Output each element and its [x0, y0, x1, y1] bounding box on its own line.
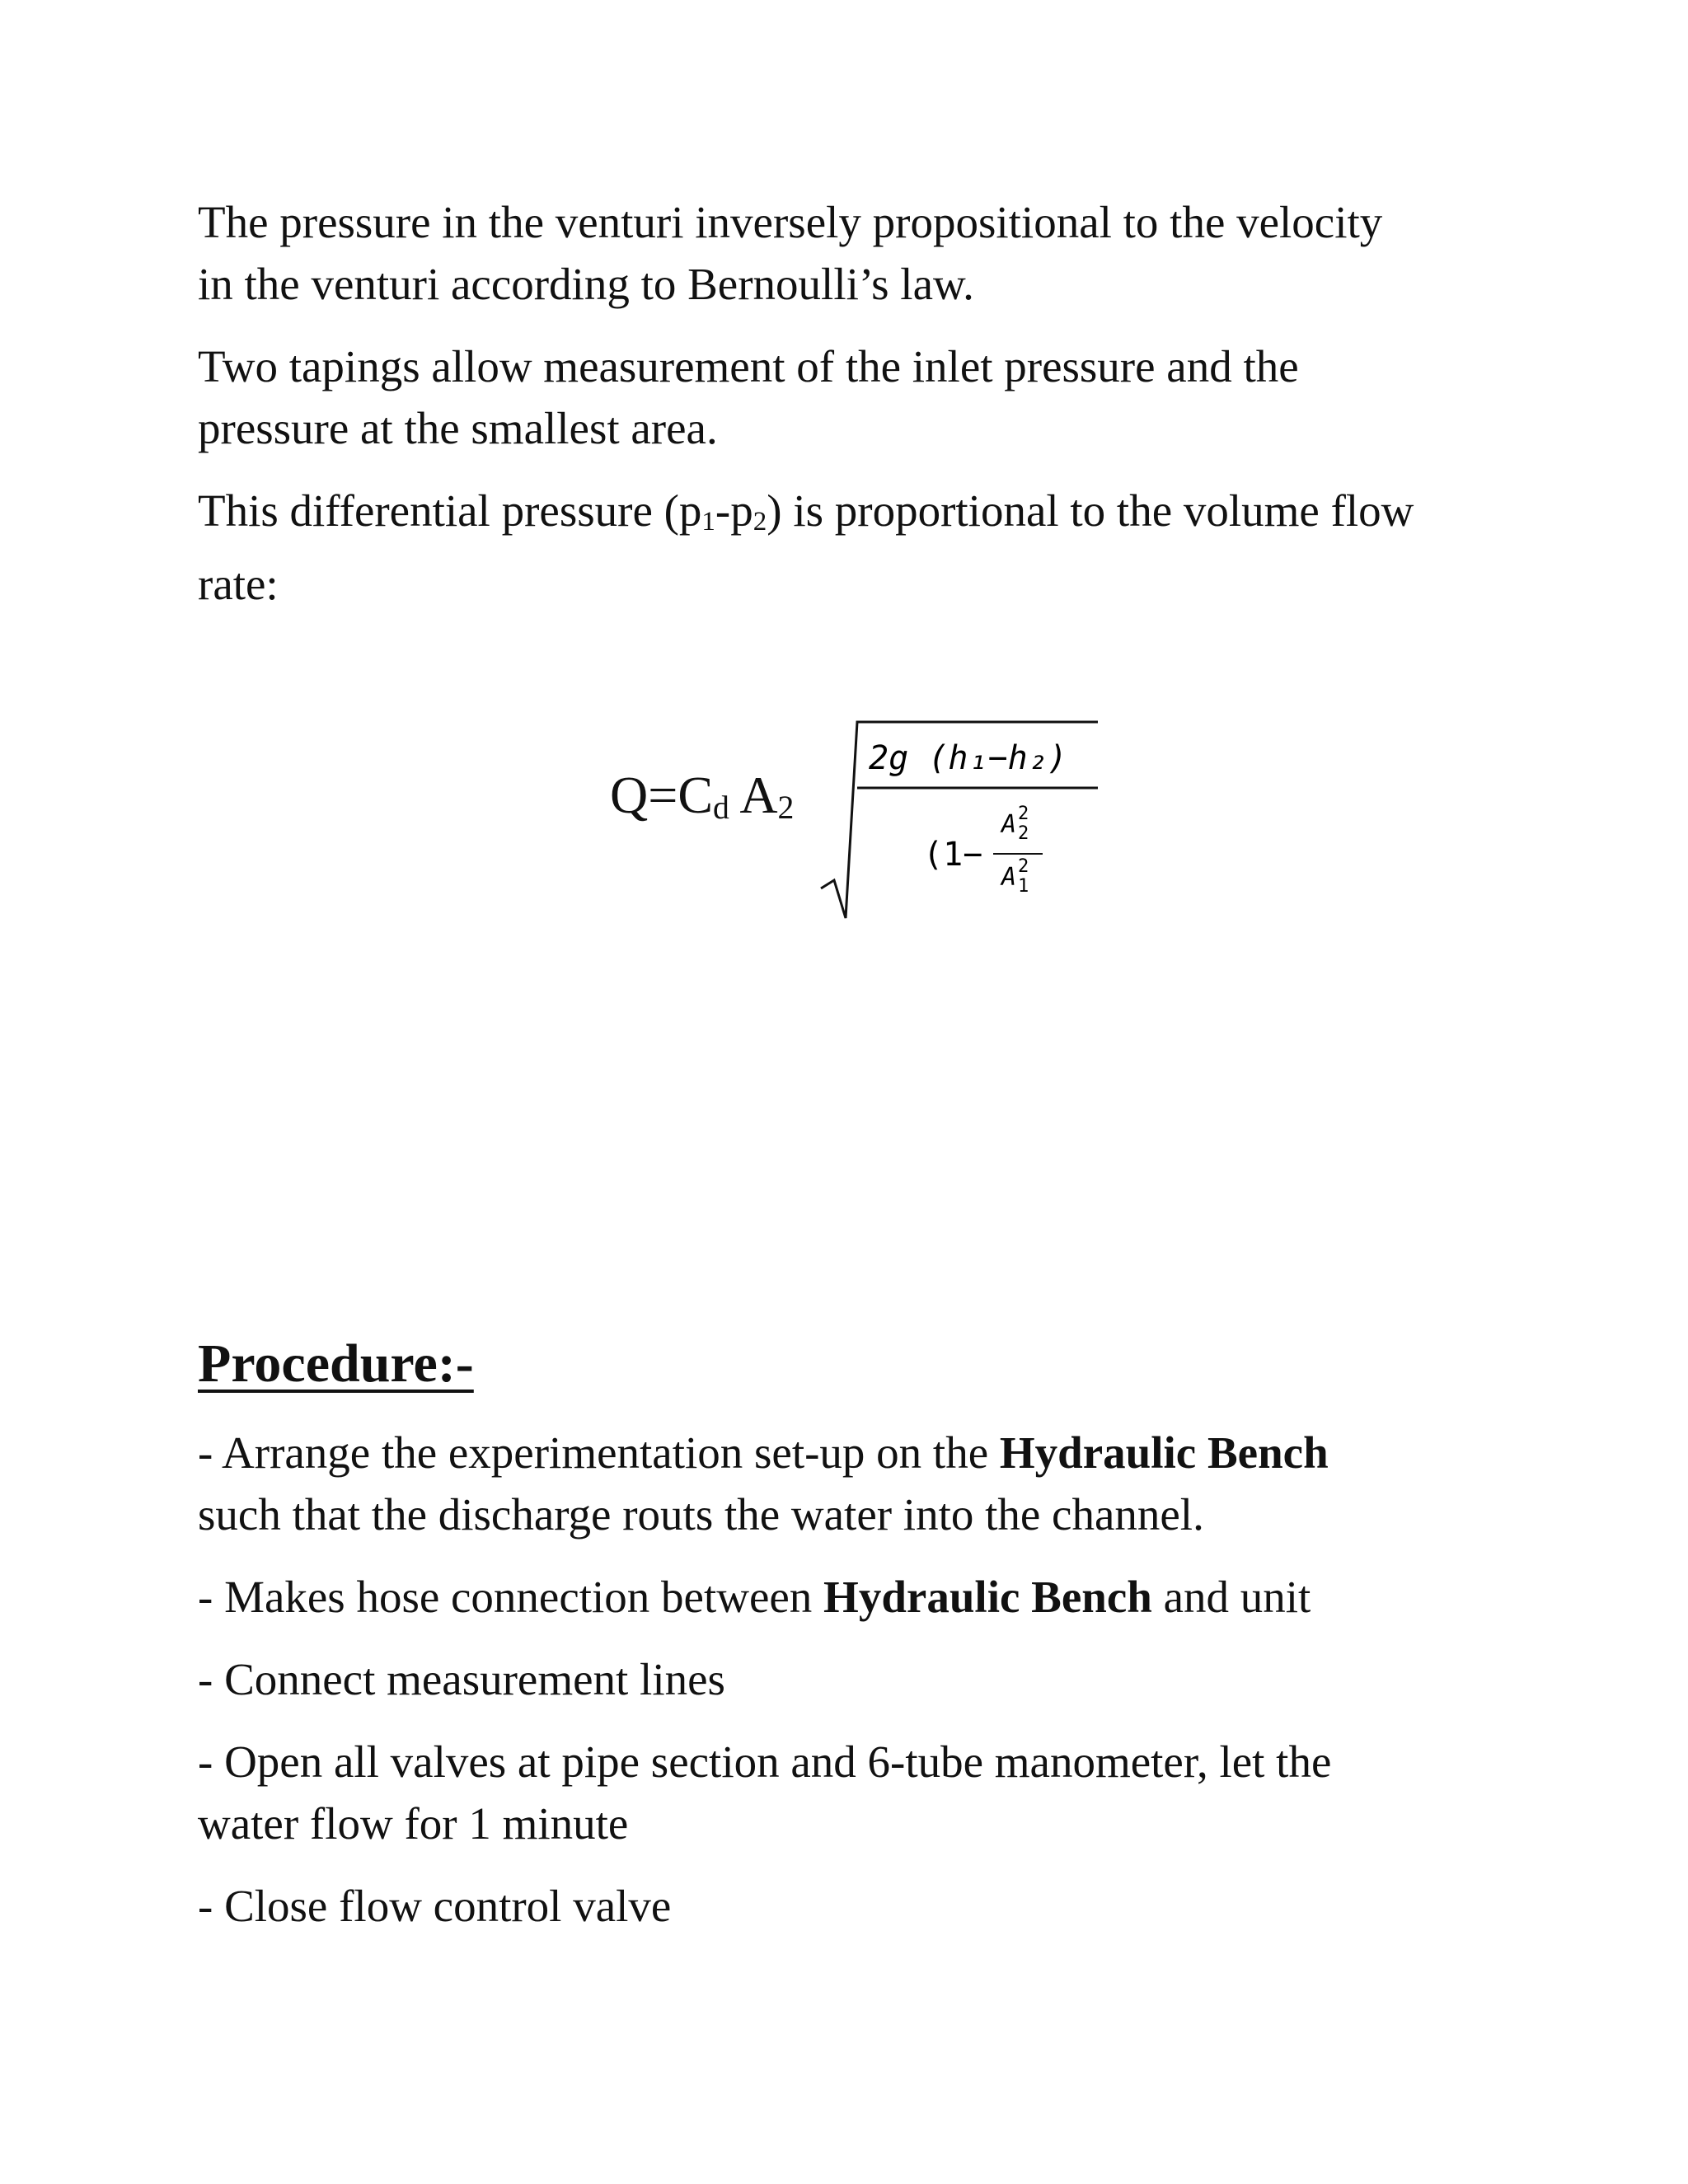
formula-a: A	[729, 766, 778, 824]
text-segment: ) is proportional to the volume flow	[767, 485, 1414, 536]
text-segment: - Arrange the experimentation set-up on the	[198, 1427, 1000, 1478]
subscript: 1	[701, 506, 715, 537]
bold-term: Hydraulic Bench	[823, 1572, 1152, 1622]
text-line: - Open all valves at pipe section and 6-tube manometer, let the	[198, 1736, 1332, 1787]
text-line: in the venturi according to Bernoulli’s law.	[198, 259, 974, 309]
text-line: - Close flow control valve	[198, 1881, 672, 1931]
text-segment: - Makes hose connection between	[198, 1572, 824, 1622]
subscript: 2	[753, 506, 767, 537]
inner-top-sup: 2	[1018, 804, 1029, 824]
square-root-expression	[610, 709, 1121, 940]
paragraph-tapings	[198, 335, 1550, 459]
inner-bot-a: A	[1001, 863, 1017, 892]
text-segment: This differential pressure (p	[198, 485, 702, 536]
paragraph-differential-pressure	[198, 480, 1550, 615]
text-line: rate:	[198, 558, 279, 609]
paragraph-bernoulli	[198, 191, 1550, 315]
denominator-paren: (1−	[923, 836, 983, 874]
bold-term: Hydraulic Bench	[999, 1427, 1329, 1478]
numerator: 2g (h₁−h₂)	[869, 739, 1067, 777]
procedure-step-3	[198, 1648, 1550, 1710]
text-segment: and unit	[1151, 1572, 1311, 1622]
inner-top-a: A	[1001, 810, 1017, 839]
inner-top-sub: 2	[1018, 823, 1029, 844]
text-line: pressure at the smallest area.	[198, 403, 718, 453]
procedure-step-5	[198, 1875, 1550, 1937]
text-line	[198, 1566, 1550, 1628]
flow-rate-formula	[610, 709, 1121, 940]
text-line: - Connect measurement lines	[198, 1654, 725, 1704]
subscript: d	[713, 790, 729, 827]
inner-bot-sup: 2	[1018, 856, 1029, 877]
procedure-step-1	[198, 1422, 1550, 1545]
inner-bot-sub: 1	[1018, 876, 1029, 897]
text-line: The pressure in the venturi inversely propositional to the velocity	[198, 197, 1383, 247]
text-line: such that the discharge routs the water into the channel.	[198, 1489, 1204, 1540]
procedure-heading: Procedure:-	[198, 1333, 474, 1394]
text-line	[198, 1422, 1550, 1483]
text-line	[198, 480, 1550, 553]
text-line: Two tapings allow measurement of the inlet pressure and the	[198, 341, 1299, 391]
text-line: water flow for 1 minute	[198, 1798, 629, 1849]
procedure-step-4	[198, 1731, 1550, 1854]
formula-q-cd: Q=C	[610, 766, 713, 824]
procedure-step-2	[198, 1566, 1550, 1628]
subscript: 2	[777, 790, 795, 827]
text-segment: -p	[715, 485, 753, 536]
